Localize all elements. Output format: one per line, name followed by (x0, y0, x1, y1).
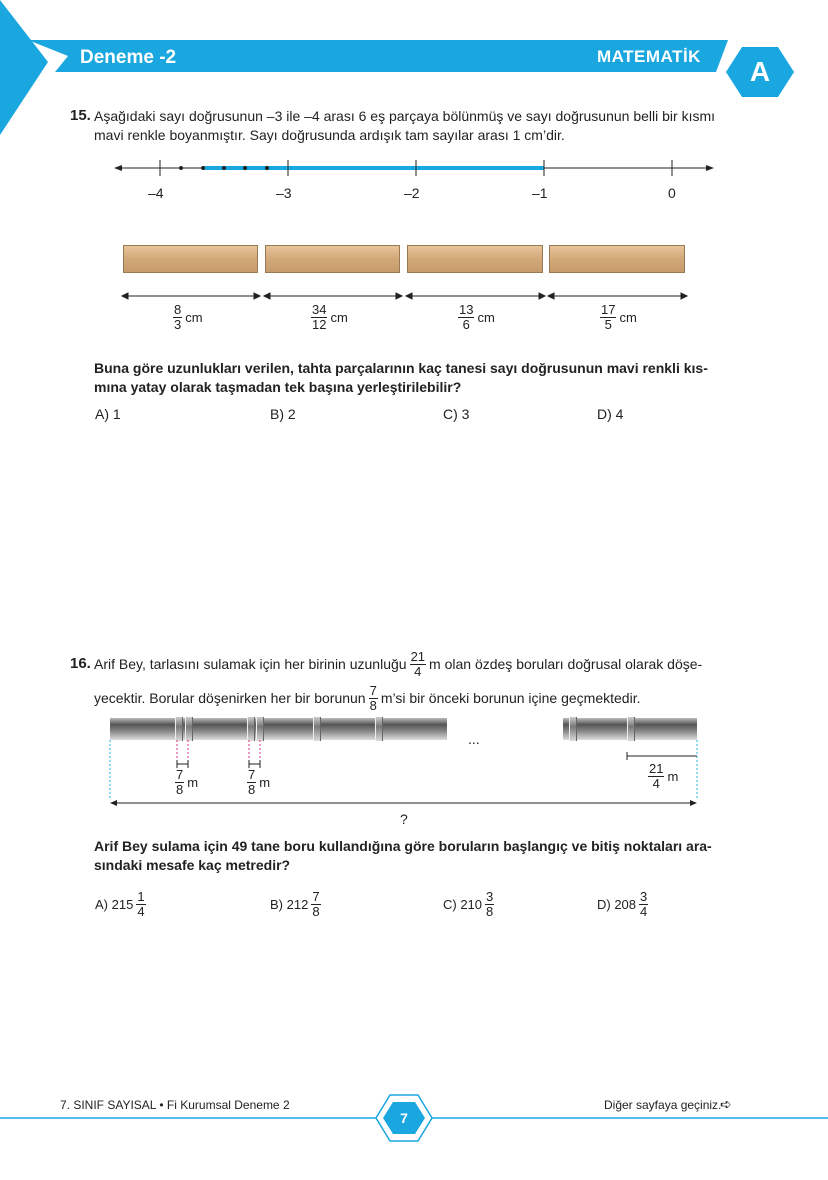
q15-option-d[interactable]: D) 4 (597, 406, 624, 422)
arrow-right-icon: ➪ (720, 1096, 732, 1112)
q16-text-2: yecektir. Borular döşenirken her bir borunun $\frac{7}{8}$ m’si bir önceki borunun içine geçmektedir. (94, 682, 641, 713)
q16-text-1: Arif Bey, tarlasını sulamak için her birinin uzunluğu $\frac{21}{4}$ m olan özdeş boruları doğrusal olarak döşe- (94, 648, 703, 679)
q16-question-2: sındaki mesafe kaç metredir? (94, 857, 291, 873)
page-number: 7 (400, 1110, 408, 1126)
q16-number: 16. (70, 655, 91, 672)
q15-question-2: mına yatay olarak taşmadan tek başına yerleştirilebilir? (94, 379, 462, 395)
q16-option-b[interactable]: B) 212 $\frac{7}{8}$ (270, 889, 320, 919)
booklet-letter: A (749, 56, 771, 87)
exam-title: Deneme -2 (80, 47, 177, 68)
q16-option-a[interactable]: A) 215 $\frac{1}{4}$ (95, 889, 145, 919)
board-length-1: $\frac{8}{3}$ cm (174, 302, 203, 332)
pipe-joint (627, 717, 635, 741)
ellipsis: ... (468, 731, 480, 747)
q15-option-a[interactable]: A) 1 (95, 406, 121, 422)
pipe-joint (185, 717, 193, 741)
pipe-joint (375, 717, 383, 741)
pipe-joint (313, 717, 321, 741)
total-distance-arrow (0, 797, 828, 809)
q15-text-1: Aşağıdaki sayı doğrusunun –3 ile –4 arası 6 eş parçaya bölünmüş ve sayı doğrusunun belli bir kısmı (94, 108, 716, 124)
wood-board (123, 245, 258, 273)
tick-label: –1 (532, 185, 548, 201)
subject-label: MATEMATİK (597, 47, 701, 66)
board-length-2: $\frac{34}{12}$ cm (312, 302, 348, 332)
board-length-4: $\frac{17}{5}$ cm (601, 302, 637, 332)
pipe-row (110, 718, 447, 740)
pipe-joint (247, 717, 255, 741)
q16-option-c[interactable]: C) 210 $\frac{3}{8}$ (443, 889, 494, 919)
pipe-joint (175, 717, 183, 741)
tick-label: –2 (404, 185, 420, 201)
overlap-label-1: $\frac{7}{8}$ m (176, 767, 199, 797)
pipe-joint (256, 717, 264, 741)
wood-board (265, 245, 400, 273)
q15-text-2: mavi renkle boyanmıştır. Sayı doğrusunda ardışık tam sayılar arası 1 cm’dir. (94, 127, 565, 143)
q15-option-c[interactable]: C) 3 (443, 406, 470, 422)
q15-question-1: Buna göre uzunlukları verilen, tahta parçalarının kaç tanesi sayı doğrusunun mavi renkli kıs- (94, 360, 708, 376)
q16-question-1: Arif Bey sulama için 49 tane boru kullandığına göre boruların başlangıç ve bitiş noktaları ara- (94, 838, 712, 854)
tick-label: –3 (276, 185, 292, 201)
footer-left: 7. SINIF SAYISAL • Fi Kurumsal Deneme 2 (60, 1098, 290, 1112)
q15-option-b[interactable]: B) 2 (270, 406, 296, 422)
q16-option-d[interactable]: D) 208 $\frac{3}{4}$ (597, 889, 648, 919)
tick-label: 0 (668, 185, 676, 201)
wood-board (407, 245, 543, 273)
footer-next-page[interactable]: Diğer sayfaya geçiniz. (604, 1098, 722, 1112)
tick-label: –4 (148, 185, 164, 201)
pipe-joint (569, 717, 577, 741)
pipe-length-label: $\frac{21}{4}$ m (649, 761, 679, 791)
unknown-distance: ? (400, 811, 408, 827)
overlap-label-2: $\frac{7}{8}$ m (248, 767, 271, 797)
board-length-3: $\frac{13}{6}$ cm (459, 302, 495, 332)
wood-board (549, 245, 685, 273)
q15-number: 15. (70, 107, 91, 124)
board-length-arrows (0, 288, 828, 304)
